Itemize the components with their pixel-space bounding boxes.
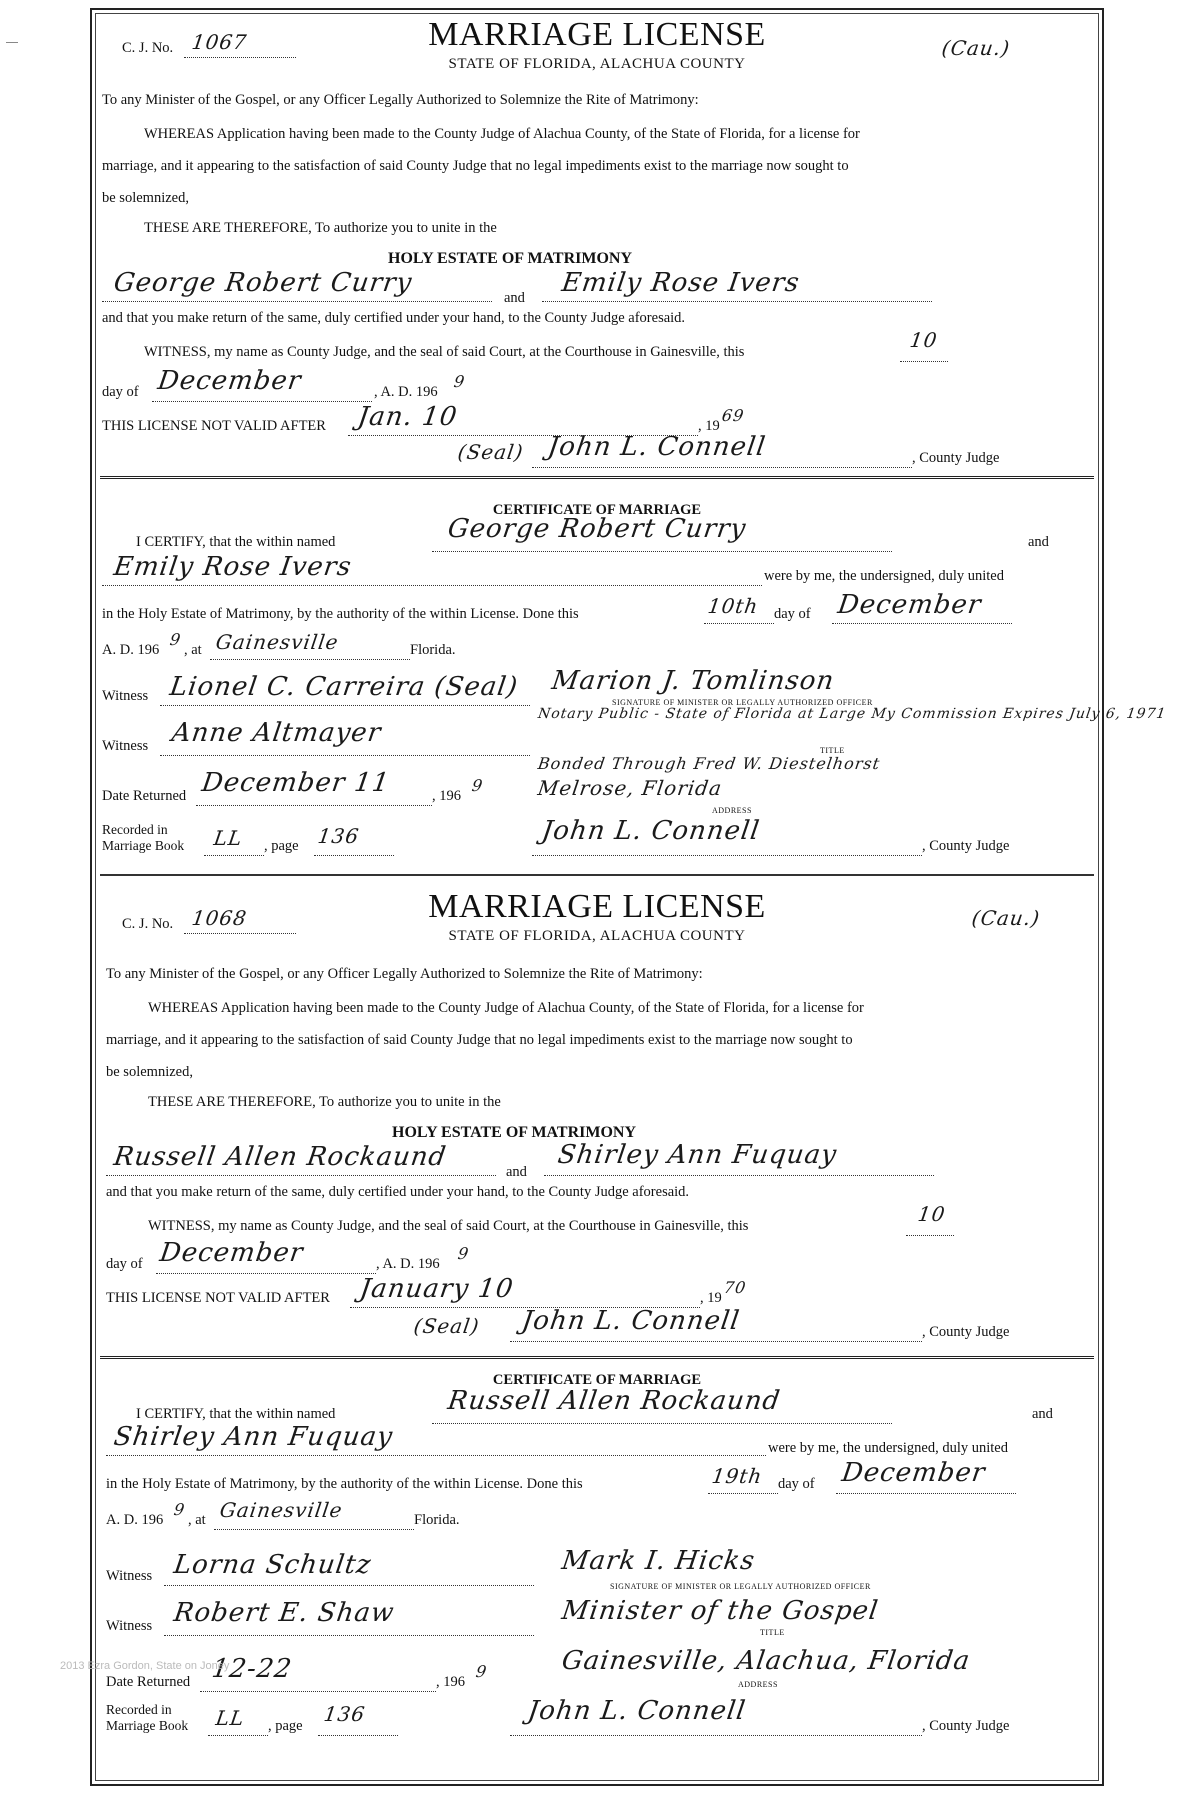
book-line xyxy=(208,1734,268,1736)
florida-label: Florida. xyxy=(414,1512,460,1528)
whereas-line-3: be solemnized, xyxy=(106,1064,193,1080)
cert-ad-year: 9 xyxy=(168,630,183,649)
witness-1-line xyxy=(164,1584,534,1586)
section-divider xyxy=(100,476,1094,479)
certify-label: I CERTIFY, that the within named xyxy=(136,1406,336,1422)
date-returned-label: Date Returned xyxy=(106,1674,191,1690)
returned-year-prefix: , 196 xyxy=(436,1674,465,1690)
officer-address: Gainesville, Alachua, Florida xyxy=(559,1646,973,1676)
officer-address: Melrose, Florida xyxy=(536,776,724,800)
book-line xyxy=(204,854,264,856)
cert-and-label: and xyxy=(1028,534,1049,550)
judge-signature-line xyxy=(510,1340,922,1342)
officer-title: Notary Public - State of Florida at Large My Commission Expires July 6, 1971 xyxy=(536,706,1168,722)
not-valid-date: January 10 xyxy=(357,1274,516,1304)
book-value: LL xyxy=(214,1706,247,1730)
recorded-label-1: Recorded in xyxy=(102,822,168,837)
whereas-line-2: marriage, and it appearing to the satisfaction of said County Judge that no legal impediments exist to the marriage now sought to xyxy=(102,158,849,174)
margin-note: (Cau.) xyxy=(970,906,1042,930)
watermark: 2013 Ezra Gordon, State on Joney xyxy=(60,1660,230,1672)
ad-label: , A. D. 196 xyxy=(374,384,438,400)
to-line: To any Minister of the Gospel, or any Officer Legally Authorized to Solemnize the Rite of Matrimony: xyxy=(106,966,703,982)
returned-year: 9 xyxy=(474,1662,489,1681)
returned-year-prefix: , 196 xyxy=(432,788,461,804)
done-day-line xyxy=(704,622,774,624)
cert-county-judge-label: , County Judge xyxy=(922,1718,1010,1734)
witness-1-signature: Lionel C. Carreira (Seal) xyxy=(167,672,521,702)
witness-2-line xyxy=(164,1634,534,1636)
returned-year: 9 xyxy=(470,776,485,795)
cj-number-label: C. J. No. xyxy=(122,916,174,932)
officer-signature: Marion J. Tomlinson xyxy=(549,666,837,696)
date-returned-label: Date Returned xyxy=(102,788,187,804)
witness-2-label: Witness xyxy=(106,1618,153,1634)
recorded-label-1: Recorded in xyxy=(106,1702,172,1717)
cert-ad-label: A. D. 196 xyxy=(102,642,160,658)
whereas-line-1: WHEREAS Application having been made to the County Judge of Alachua County, of the State of Florida, for a license for xyxy=(148,1000,864,1016)
cert-groom-line xyxy=(432,550,892,552)
cert-judge-line xyxy=(532,854,922,856)
not-valid-label: THIS LICENSE NOT VALID AFTER xyxy=(102,418,326,434)
license-divider xyxy=(100,874,1094,876)
day-of-label: day of xyxy=(106,1256,143,1272)
and-label: and xyxy=(506,1164,527,1180)
not-valid-year-prefix: , 19 xyxy=(698,418,720,434)
holy-line: in the Holy Estate of Matrimony, by the authority of the within License. Done this xyxy=(102,606,579,622)
holy-estate-heading: HOLY ESTATE OF MATRIMONY xyxy=(388,250,633,267)
done-month: December xyxy=(839,1458,988,1488)
witness-2-signature: Anne Altmayer xyxy=(169,718,384,748)
page-label: , page xyxy=(268,1718,303,1734)
officer-signature: Mark I. Hicks xyxy=(559,1546,758,1576)
month-line xyxy=(156,1272,376,1274)
bride-name: Shirley Ann Fuquay xyxy=(555,1140,839,1170)
month-value: December xyxy=(155,366,304,396)
address-label: ADDRESS xyxy=(712,806,752,815)
done-day-of-label: day of xyxy=(778,1476,815,1492)
united-label: were by me, the undersigned, duly united xyxy=(768,1440,1008,1456)
bride-line xyxy=(544,1174,934,1176)
done-month-line xyxy=(836,1492,1016,1494)
place-line xyxy=(210,658,410,660)
judge-signature: John L. Connell xyxy=(519,1306,742,1336)
year-digit: 9 xyxy=(456,1244,471,1263)
section-divider xyxy=(100,1356,1094,1359)
done-day: 19th xyxy=(710,1464,765,1488)
whereas-line-2: marriage, and it appearing to the satisfaction of said County Judge that no legal impediments exist to the marriage now sought to xyxy=(106,1032,853,1048)
place-line xyxy=(214,1528,414,1530)
witness-2-line xyxy=(160,754,530,756)
officer-signature-label: SIGNATURE OF MINISTER OR LEGALLY AUTHORIZED OFFICER xyxy=(610,1582,871,1591)
month-line xyxy=(152,400,372,402)
day-of-label: day of xyxy=(102,384,139,400)
witness-day: 10 xyxy=(908,328,940,352)
cert-and-label: and xyxy=(1032,1406,1053,1422)
cert-bride-name: Shirley Ann Fuquay xyxy=(111,1422,395,1452)
month-value: December xyxy=(157,1238,306,1268)
county-judge-label: , County Judge xyxy=(922,1324,1010,1340)
done-month-line xyxy=(832,622,1012,624)
witness-2-signature: Robert E. Shaw xyxy=(171,1598,397,1628)
margin-note: (Cau.) xyxy=(940,36,1012,60)
license-title: MARRIAGE LICENSE xyxy=(428,16,766,53)
groom-name: Russell Allen Rockaund xyxy=(111,1142,449,1172)
cert-at-label: , at xyxy=(184,642,202,658)
cert-groom-name: George Robert Curry xyxy=(445,514,749,544)
whereas-line-1: WHEREAS Application having been made to the County Judge of Alachua County, of the State of Florida, for a license for xyxy=(144,126,860,142)
holy-line: in the Holy Estate of Matrimony, by the authority of the within License. Done this xyxy=(106,1476,583,1492)
address-label: ADDRESS xyxy=(738,1680,778,1689)
groom-line xyxy=(106,1174,496,1176)
therefore-line: THESE ARE THEREFORE, To authorize you to unite in the xyxy=(148,1094,501,1110)
done-day-line xyxy=(708,1492,778,1494)
officer-title-label: TITLE xyxy=(760,1628,785,1637)
witness-1-label: Witness xyxy=(106,1568,153,1584)
cert-place: Gainesville xyxy=(214,630,341,654)
county-judge-label: , County Judge xyxy=(912,450,1000,466)
cert-ad-year: 9 xyxy=(172,1500,187,1519)
witness-2-label: Witness xyxy=(102,738,149,754)
florida-label: Florida. xyxy=(410,642,456,658)
date-returned-value: December 11 xyxy=(199,768,392,798)
cert-bride-name: Emily Rose Ivers xyxy=(111,552,354,582)
done-day-of-label: day of xyxy=(774,606,811,622)
cert-ad-label: A. D. 196 xyxy=(106,1512,164,1528)
page-line xyxy=(318,1734,398,1736)
document-page xyxy=(90,8,1168,1786)
recorded-label-2: Marriage Book xyxy=(106,1718,189,1733)
date-returned-value: 12-22 xyxy=(209,1654,295,1684)
cert-at-label: , at xyxy=(188,1512,206,1528)
date-returned-line xyxy=(200,1690,436,1692)
cert-judge-line xyxy=(510,1734,922,1736)
groom-line xyxy=(102,300,492,302)
cert-county-judge-label: , County Judge xyxy=(922,838,1010,854)
page-label: , page xyxy=(264,838,299,854)
certificate-title: CERTIFICATE OF MARRIAGE xyxy=(492,1372,702,1388)
book-value: LL xyxy=(212,826,245,850)
holy-estate-heading: HOLY ESTATE OF MATRIMONY xyxy=(392,1124,637,1141)
cj-number-value: 1067 xyxy=(190,30,249,54)
officer-title-label: TITLE xyxy=(820,746,845,755)
witness-1-signature: Lorna Schultz xyxy=(171,1550,374,1580)
seal-note: (Seal) xyxy=(456,440,526,464)
license-subtitle: STATE OF FLORIDA, ALACHUA COUNTY xyxy=(448,56,746,72)
cert-bride-line xyxy=(102,584,762,586)
cert-judge-signature: John L. Connell xyxy=(525,1696,748,1726)
cert-place: Gainesville xyxy=(218,1498,345,1522)
witness-1-line xyxy=(160,704,530,706)
certificate-title: CERTIFICATE OF MARRIAGE xyxy=(492,502,702,518)
recorded-label-2: Marriage Book xyxy=(102,838,185,853)
page-value: 136 xyxy=(316,824,361,848)
year-digit: 9 xyxy=(452,372,467,391)
ad-label: , A. D. 196 xyxy=(376,1256,440,1272)
officer-title: Minister of the Gospel xyxy=(559,1596,881,1626)
date-returned-line xyxy=(196,804,432,806)
witness-day: 10 xyxy=(916,1202,948,1226)
return-line: and that you make return of the same, duly certified under your hand, to the County Judge aforesaid. xyxy=(102,310,686,326)
cert-judge-signature: John L. Connell xyxy=(539,816,762,846)
and-label: and xyxy=(504,290,525,306)
cj-number-value: 1068 xyxy=(190,906,249,930)
seal-note: (Seal) xyxy=(412,1314,482,1338)
witness-line: WITNESS, my name as County Judge, and the seal of said Court, at the Courthouse in Gainesville, this xyxy=(144,344,745,360)
cert-groom-name: Russell Allen Rockaund xyxy=(445,1386,783,1416)
done-month: December xyxy=(835,590,984,620)
cj-number-label: C. J. No. xyxy=(122,40,174,56)
groom-name: George Robert Curry xyxy=(111,268,415,298)
witness-day-line xyxy=(906,1234,954,1236)
certify-label: I CERTIFY, that the within named xyxy=(136,534,336,550)
not-valid-year: 69 xyxy=(720,406,746,425)
cert-groom-line xyxy=(432,1422,892,1424)
witness-line: WITNESS, my name as County Judge, and the seal of said Court, at the Courthouse in Gainesville, this xyxy=(148,1218,749,1234)
united-label: were by me, the undersigned, duly united xyxy=(764,568,1004,584)
whereas-line-3: be solemnized, xyxy=(102,190,189,206)
margin-mark xyxy=(6,42,18,43)
not-valid-label: THIS LICENSE NOT VALID AFTER xyxy=(106,1290,330,1306)
bonded-note: Bonded Through Fred W. Diestelhorst xyxy=(536,754,882,773)
page-value: 136 xyxy=(322,1702,367,1726)
witness-1-label: Witness xyxy=(102,688,149,704)
officer-signature-label: SIGNATURE OF MINISTER OR LEGALLY AUTHORIZED OFFICER xyxy=(612,698,873,707)
license-title: MARRIAGE LICENSE xyxy=(428,888,766,925)
judge-signature: John L. Connell xyxy=(545,432,768,462)
return-line: and that you make return of the same, duly certified under your hand, to the County Judge aforesaid. xyxy=(106,1184,690,1200)
cert-bride-line xyxy=(106,1454,766,1456)
license-subtitle: STATE OF FLORIDA, ALACHUA COUNTY xyxy=(448,928,746,944)
bride-name: Emily Rose Ivers xyxy=(559,268,802,298)
judge-signature-line xyxy=(532,466,912,468)
done-day: 10th xyxy=(706,594,761,618)
to-line: To any Minister of the Gospel, or any Officer Legally Authorized to Solemnize the Rite of Matrimony: xyxy=(102,92,699,108)
not-valid-year-prefix: , 19 xyxy=(700,1290,722,1306)
page-line xyxy=(314,854,394,856)
not-valid-year: 70 xyxy=(722,1278,748,1297)
bride-line xyxy=(542,300,932,302)
witness-day-line xyxy=(900,360,948,362)
not-valid-date: Jan. 10 xyxy=(355,402,460,432)
therefore-line: THESE ARE THEREFORE, To authorize you to unite in the xyxy=(144,220,497,236)
